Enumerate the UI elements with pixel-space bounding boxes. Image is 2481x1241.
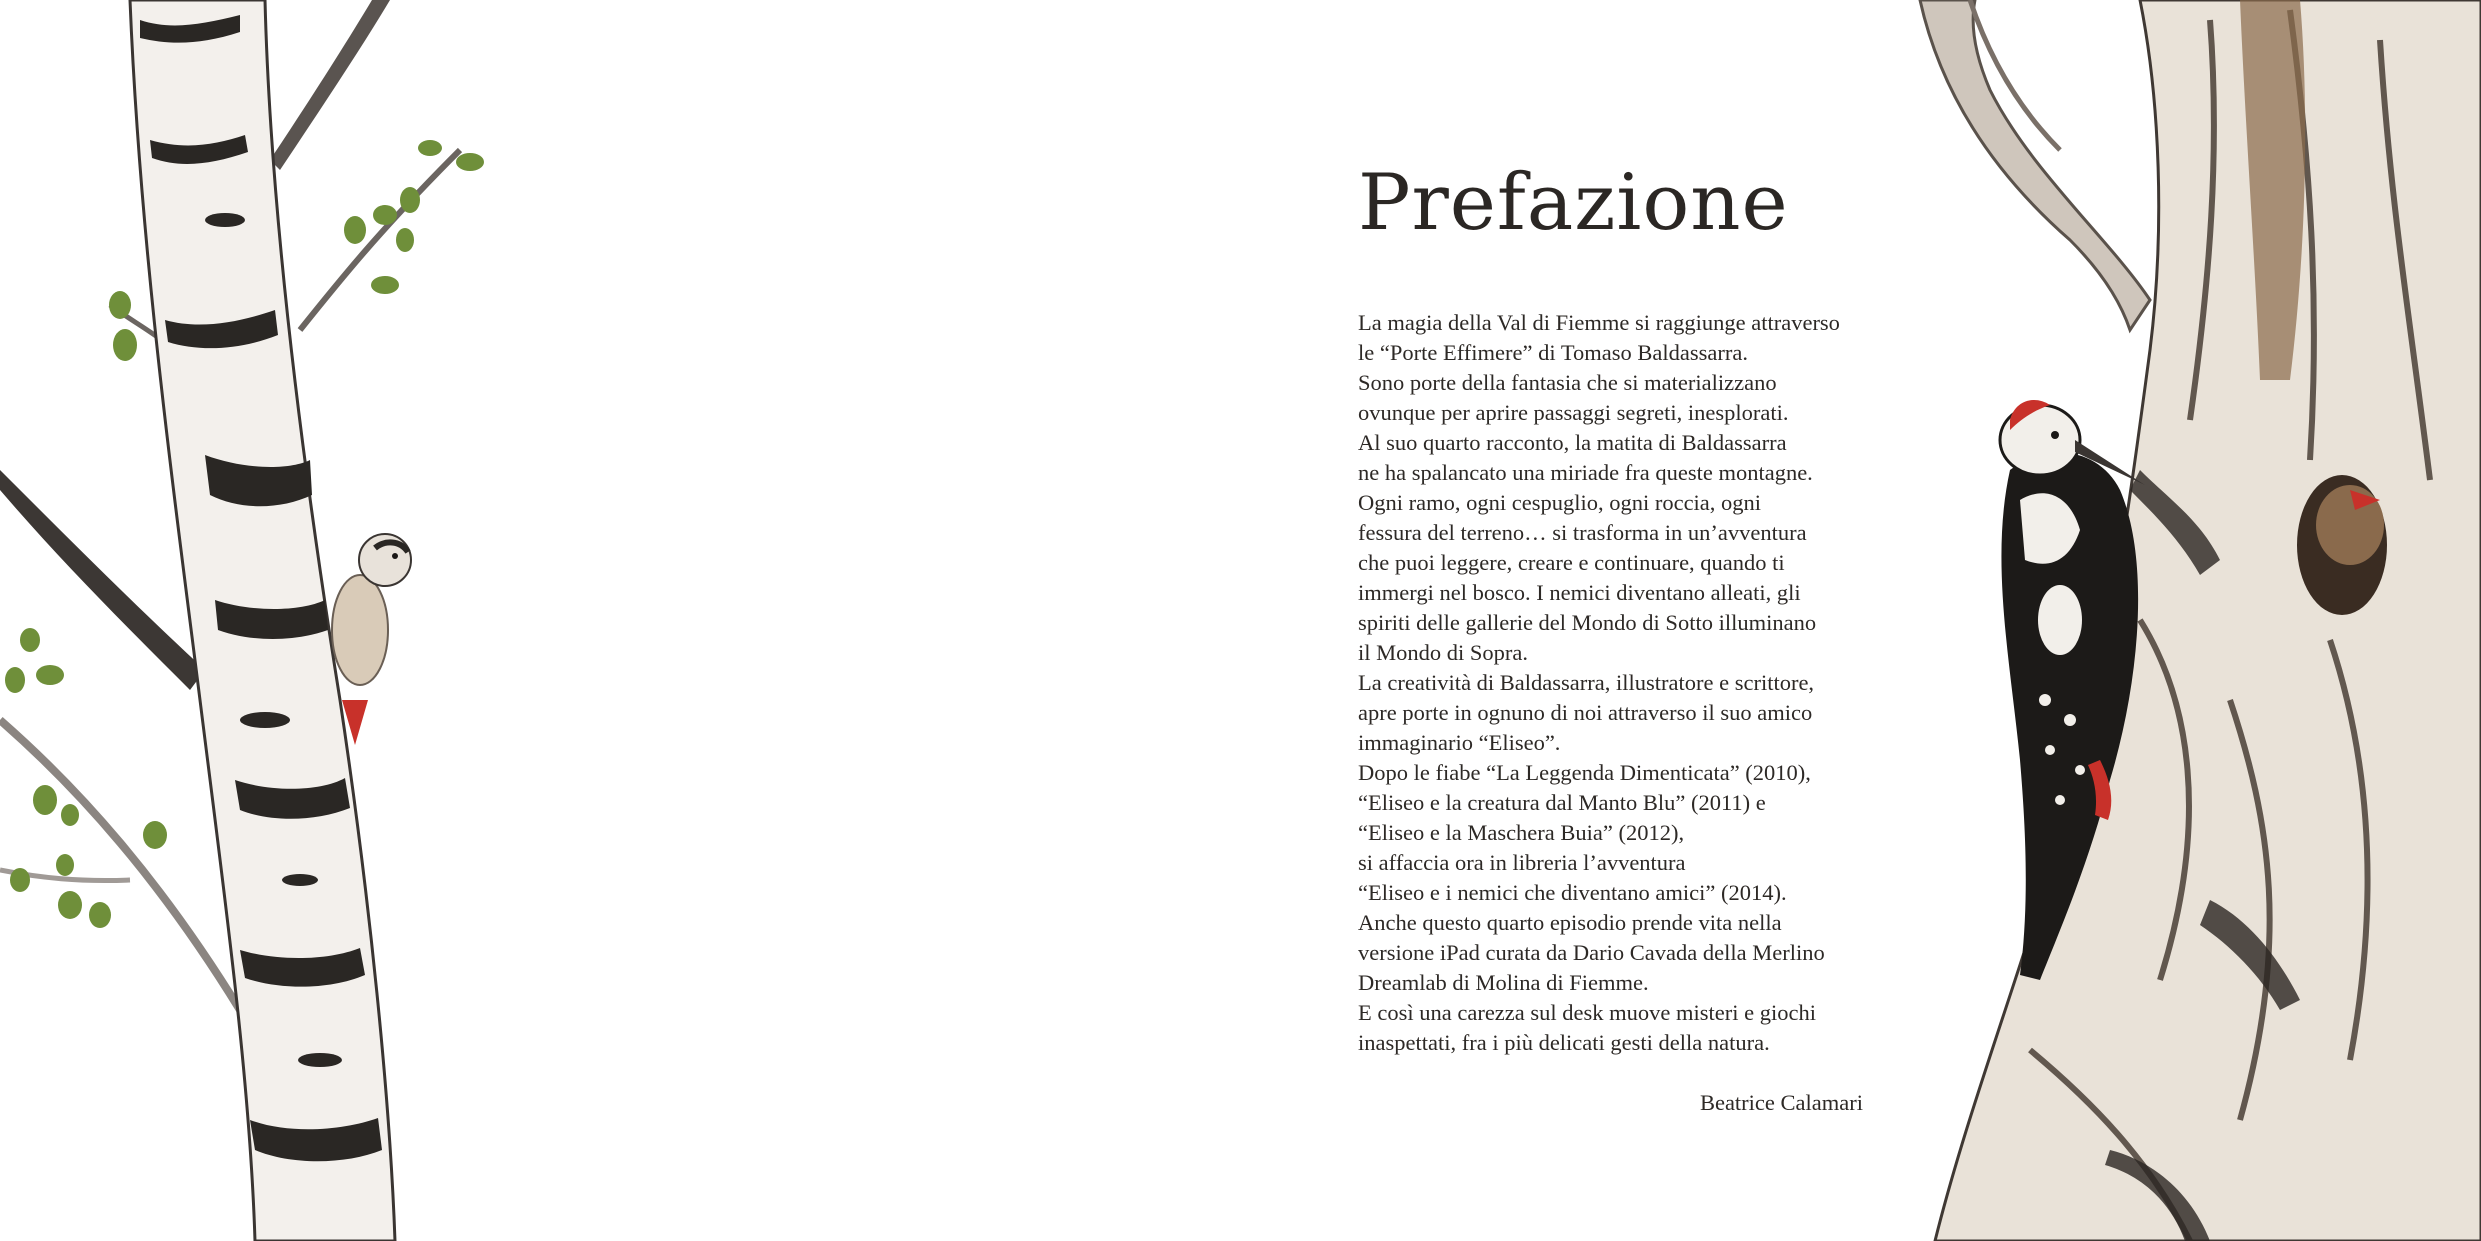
text-line: La magia della Val di Fiemme si raggiunge attraverso: [1358, 310, 1840, 335]
small-bird-illustration: [332, 534, 411, 745]
text-line: La creatività di Baldassarra, illustratore e scrittore,: [1358, 670, 1815, 695]
page-title: Prefazione: [1358, 158, 1789, 248]
text-line: Al suo quarto racconto, la matita di Baldassarra: [1358, 430, 1787, 455]
text-line: spiriti delle gallerie del Mondo di Sotto illuminano: [1358, 610, 1817, 635]
text-line: ovunque per aprire passaggi segreti, inesplorati.: [1358, 400, 1789, 425]
text-line: versione iPad curata da Dario Cavada della Merlino: [1358, 940, 1825, 965]
text-line: immergi nel bosco. I nemici diventano alleati, gli: [1358, 580, 1801, 605]
text-line: “Eliseo e la creatura dal Manto Blu” (2011) e: [1358, 790, 1766, 815]
text-line: apre porte in ognuno di noi attraverso il suo amico: [1358, 700, 1813, 725]
text-line: “Eliseo e la Maschera Buia” (2012),: [1358, 820, 1685, 845]
text-line: Dreamlab di Molina di Fiemme.: [1358, 970, 1649, 995]
text-line: Ogni ramo, ogni cespuglio, ogni roccia, ogni: [1358, 490, 1762, 515]
text-line: Sono porte della fantasia che si materializzano: [1358, 370, 1777, 395]
preface-page: [1358, 150, 1863, 1118]
text-line: che puoi leggere, creare e continuare, quando ti: [1358, 550, 1785, 575]
text-line: si affaccia ora in libreria l’avventura: [1358, 850, 1686, 875]
text-line: il Mondo di Sopra.: [1358, 640, 1529, 665]
birch-tree-illustration: [0, 0, 520, 1241]
text-line: le “Porte Effimere” di Tomaso Baldassarra.: [1358, 340, 1748, 365]
text-line: immaginario “Eliseo”.: [1358, 730, 1561, 755]
text-line: E così una carezza sul desk muove misteri e giochi: [1358, 1000, 1816, 1025]
text-line: “Eliseo e i nemici che diventano amici” (2014).: [1358, 880, 1787, 905]
woodpecker-tree-illustration: [1910, 0, 2481, 1241]
text-line: Dopo le fiabe “La Leggenda Dimenticata” (2010),: [1358, 760, 1811, 785]
text-line: Anche questo quarto episodio prende vita nella: [1358, 910, 1782, 935]
text-line: fessura del terreno… si trasforma in un’avventura: [1358, 520, 1807, 545]
preface-body: [1358, 308, 1863, 1058]
text-line: ne ha spalancato una miriade fra queste montagne.: [1358, 460, 1813, 485]
text-line: inaspettati, fra i più delicati gesti della natura.: [1358, 1030, 1770, 1055]
author-signature: Beatrice Calamari: [1699, 1090, 1863, 1115]
